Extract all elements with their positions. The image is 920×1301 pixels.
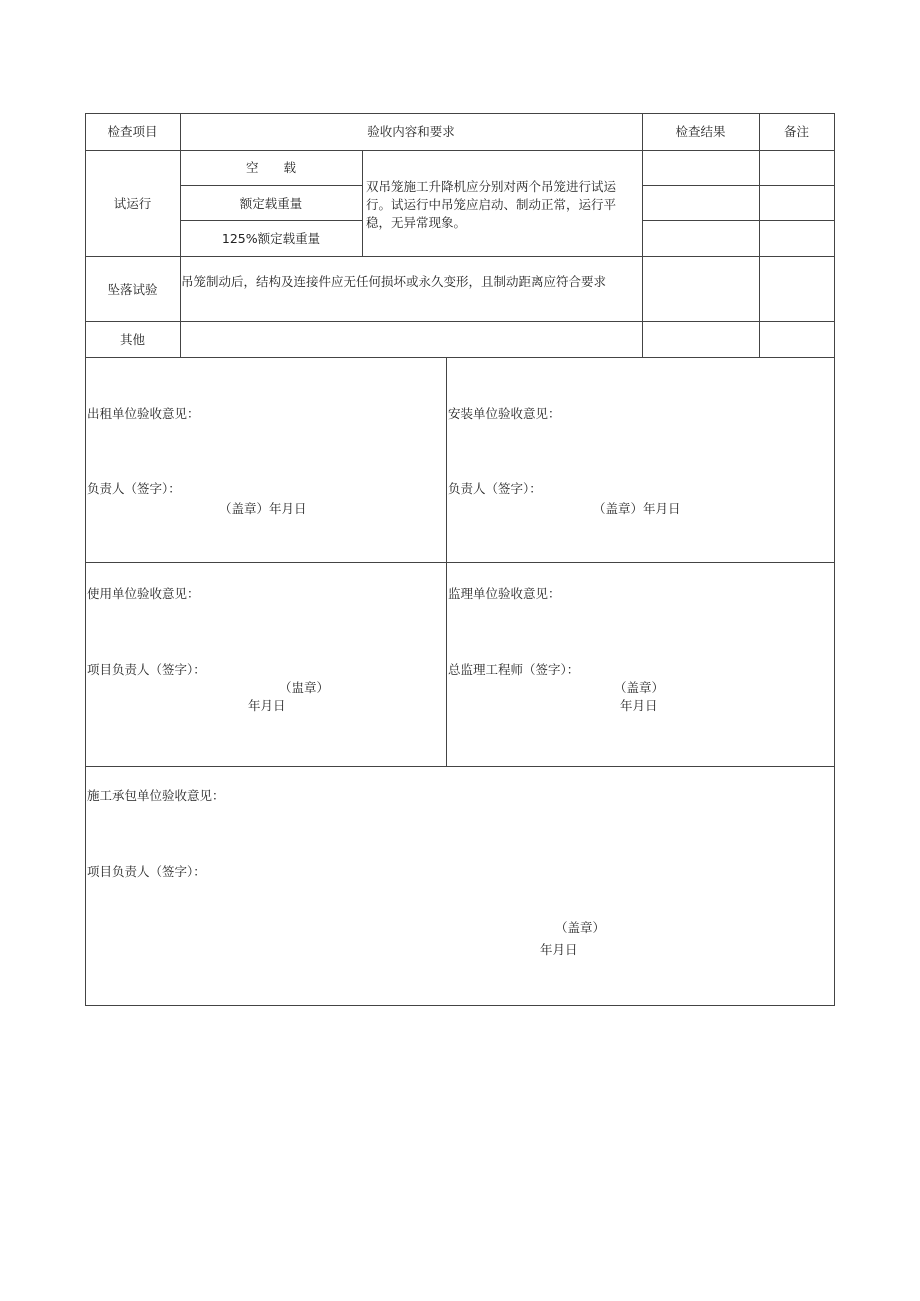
load-rated: 额定载重量	[239, 196, 303, 211]
user-opinion-title: 使用单位验收意见：	[87, 586, 200, 601]
supervisor-date: 年月日	[620, 698, 658, 713]
contractor-opinion-title: 施工承包单位验收意见：	[87, 788, 225, 803]
header-result: 检查结果	[675, 124, 726, 139]
user-signer: 项目负责人（签字）：	[87, 662, 206, 677]
trial-run-requirement: 双吊笼施工升降机应分别对两个吊笼进行试运行。试运行中吊笼应启动、制动正常，运行平稳，无异常现象。	[366, 179, 617, 230]
supervisor-seal: （盖章）	[614, 680, 665, 695]
rental-signer: 负责人（签字）：	[87, 481, 181, 496]
rental-seal-date: （盖章）年月日	[219, 501, 307, 516]
supervisor-signer: 总监理工程师（签字）：	[448, 662, 580, 677]
header-content: 验收内容和要求	[367, 124, 455, 139]
user-date: 年月日	[248, 698, 286, 713]
user-seal: （盅章）	[279, 680, 330, 695]
load-125-rated: 125%额定载重量	[221, 231, 321, 246]
header-remark: 备注	[783, 124, 809, 139]
contractor-signer: 项目负责人（签字）：	[87, 864, 206, 879]
contractor-date: 年月日	[540, 942, 578, 957]
rental-opinion-title: 出租单位验收意见：	[87, 406, 200, 421]
load-empty: 空 载	[245, 160, 296, 175]
install-seal-date: （盖章）年月日	[593, 501, 681, 516]
header-item: 检查项目	[107, 124, 158, 139]
fall-test-label: 坠落试验	[107, 282, 158, 297]
install-opinion-title: 安装单位验收意见：	[448, 406, 561, 421]
fall-test-requirement: 吊笼制动后，结构及连接件应无任何损坏或永久变形，且制动距离应符合要求	[181, 274, 607, 289]
contractor-seal: （盖章）	[555, 920, 606, 935]
install-signer: 负责人（签字）：	[448, 481, 542, 496]
supervisor-opinion-title: 监理单位验收意见：	[448, 586, 561, 601]
trial-run-label: 试运行	[113, 196, 152, 211]
other-label: 其他	[119, 332, 145, 347]
